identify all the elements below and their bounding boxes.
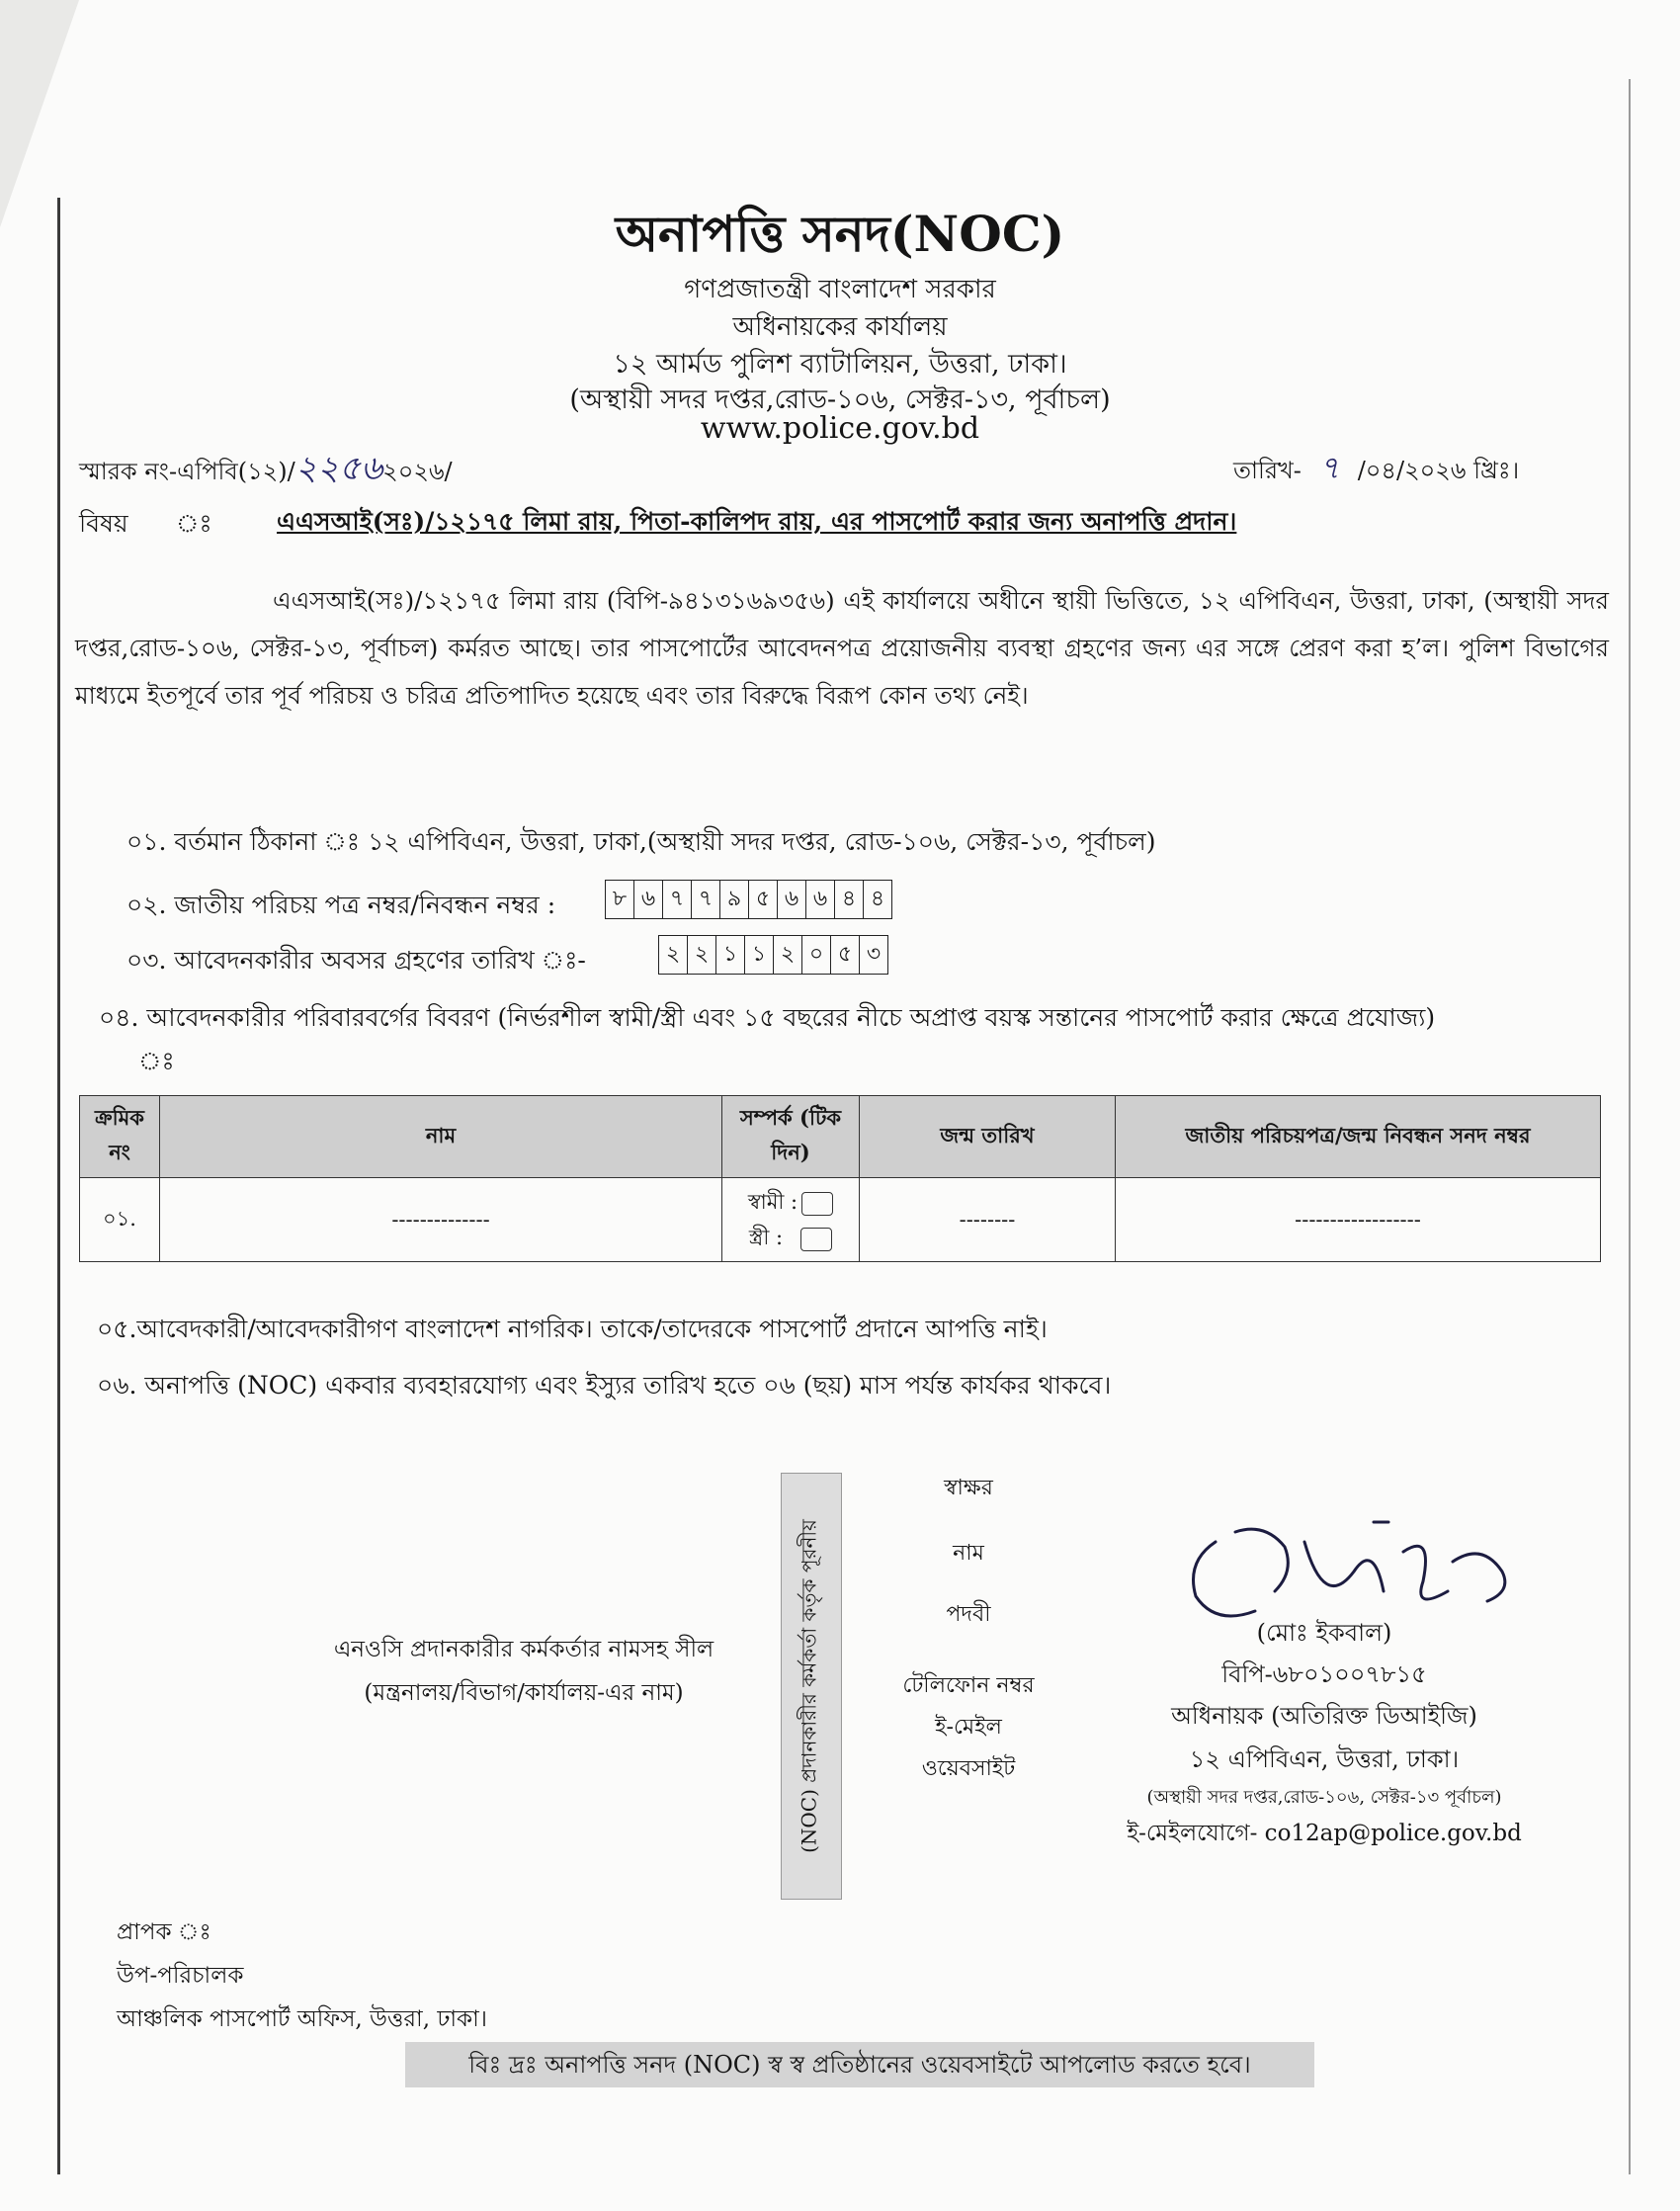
row-nid: ------------------ (1116, 1178, 1601, 1262)
memo-prefix: স্মারক নং-এপিবি(১২)/ (79, 458, 295, 485)
body-paragraph: এএসআই(সঃ)/১২১৭৫ লিমা রায় (বিপি-৯৪১৩১৬৯৩৫৬) এই কার্যালয়ে অধীনে স্থায়ী ভিত্তিতে, ১২ এপিবিএন, উত্তরা, ঢাকা, (অস্থায়ী সদর দপ্তর,রোড-১০৬, সেক্টর-১৩, পূর্বাচল) কর্মরত আছে। তার পাসপোর্টের আবেদনপত্র প্রয়োজনীয় ব্যবস্থা গ্রহণের জন্য এর সঙ্গে প্রেরণ করা হ’ল। পুলিশ বিভাগের মাধ্যমে ইতপূর্বে তার পূর্ব পরিচয় ও চরিত্র প্রতিপাদিত হয়েছে এবং তার বিরুদ্ধে বিরূপ কোন তথ্য নেই। (75, 586, 1609, 710)
table-row (80, 1178, 1601, 1262)
officer-email: ই-মেইলযোগে- co12ap@police.gov.bd (1127, 1821, 1522, 1846)
label-designation: পদবী (946, 1602, 991, 1627)
item-validity: ০৬. অনাপত্তি (NOC) একবার ব্যবহারযোগ্য এবং ইস্যুর তারিখ হতে ০৬ (ছয়) মাস পর্যন্ত কার্যকর থাকবে। (97, 1371, 1112, 1400)
date-rest: /০৪/২০২৬ খ্রিঃ। (1357, 457, 1520, 484)
label-email: ই-মেইল (935, 1715, 1002, 1740)
row-serial: ০১. (80, 1178, 160, 1262)
nid-digit: ৯ (719, 880, 748, 919)
nid-digit: ৬ (633, 880, 662, 919)
officer-designation: অধিনায়ক (অতিরিক্ত ডিআইজি) (1171, 1702, 1477, 1730)
label-name: নাম (953, 1541, 984, 1566)
family-table (79, 1095, 1601, 1262)
col-dob: জন্ম তারিখ (860, 1096, 1116, 1178)
item-citizen: ০৫.আবেদকারী/আবেদকারীগণ বাংলাদেশ নাগরিক। তাকে/তাদেরকে পাসপোর্ট প্রদানে আপত্তি নাই। (97, 1315, 1048, 1343)
folded-corner (0, 0, 79, 227)
recipient-line2: আঞ্চলিক পাসপোর্ট অফিস, উত্তরা, ঢাকা। (117, 2006, 487, 2032)
hq-address: (অস্থায়ী সদর দপ্তর,রোড-১০৬, সেক্টর-১৩, পূর্বাচল) (569, 384, 1111, 415)
nid-digit: ৬ (777, 880, 805, 919)
nid-digit: ৭ (691, 880, 719, 919)
col-relation: সম্পর্ক (টিক দিন) (722, 1096, 860, 1178)
handwritten-signature (1176, 1502, 1532, 1631)
col-nid: জাতীয় পরিচয়পত্র/জন্ম নিবন্ধন সনদ নম্বর (1116, 1096, 1601, 1178)
recipient-label: প্রাপক ঃ (117, 1919, 211, 1945)
issue-date (1233, 443, 1519, 496)
row-name: -------------- (160, 1178, 722, 1262)
page-edge-left (57, 198, 60, 2174)
website-link[interactable]: www.police.gov.bd (700, 411, 980, 446)
label-website: ওয়েবসাইট (921, 1756, 1016, 1781)
item-family-colon: ঃ (138, 1047, 175, 1075)
memo-suffix: ২০২৬/ (382, 458, 453, 485)
officer-name: (মোঃ ইকবাল) (1256, 1619, 1392, 1647)
document-title: অনাপত্তি সনদ(NOC) (615, 205, 1065, 263)
office-name: অধিনায়কের কার্যালয় (732, 312, 948, 342)
vertical-note-box (781, 1473, 842, 1900)
row-dob: -------- (860, 1178, 1116, 1262)
table-header-row (80, 1096, 1601, 1178)
husband-label: স্বামী : (747, 1190, 798, 1214)
govt-name: গণপ্রজাতন্ত্রী বাংলাদেশ সরকার (684, 275, 996, 304)
officer-bp: বিপি-৬৮০১০০৭৮১৫ (1221, 1660, 1427, 1688)
row-relation (722, 1178, 860, 1262)
husband-checkbox[interactable] (801, 1192, 833, 1216)
seal-line-1: এনওসি প্রদানকারীর কর্মকর্তার নামসহ সীল (333, 1637, 714, 1662)
footer-note: বিঃ দ্রঃ অনাপত্তি সনদ (NOC) স্ব স্ব প্রতিষ্ঠানের ওয়েবসাইটে আপলোড করতে হবে। (405, 2042, 1314, 2087)
nid-digit: ৬ (805, 880, 834, 919)
retire-digit: ১ (744, 935, 773, 975)
retire-digit: ২ (658, 935, 687, 975)
item-family-label: ০৪. আবেদনকারীর পরিবারবর্গের বিবরণ (নির্ভরশীল স্বামী/স্ত্রী এবং ১৫ বছরের নীচে অপ্রাপ্ত বয়স্ক সন্তানের পাসপোর্ট করার ক্ষেত্রে প্রযোজ্য) (99, 1003, 1436, 1032)
subject-label: বিষয় (79, 509, 128, 538)
label-signature: স্বাক্ষর (944, 1476, 993, 1500)
item-nid-label: ০২. জাতীয় পরিচয় পত্র নম্বর/নিবন্ধন নম্বর : (126, 891, 556, 919)
date-label: তারিখ- (1233, 457, 1302, 484)
vertical-note-text: (NOC) প্রদানকারীর কর্মকর্তা কর্তৃক পূরনীয় (797, 1519, 821, 1853)
retire-digit: ২ (773, 935, 801, 975)
retire-digit: ৩ (859, 935, 888, 975)
subject-colon: ঃ (176, 509, 212, 538)
retire-date-boxes (658, 935, 888, 975)
officer-hq: (অস্থায়ী সদর দপ্তর,রোড-১০৬, সেক্টর-১৩ পূর্বাচল) (1146, 1787, 1502, 1808)
nid-digit: ৪ (863, 880, 892, 919)
retire-digit: ১ (715, 935, 744, 975)
retire-digit: ০ (801, 935, 830, 975)
item-retire-label: ০৩. আবেদনকারীর অবসর গ্রহণের তারিখ ঃ- (126, 946, 586, 975)
nid-digit: ৭ (662, 880, 691, 919)
label-telephone: টেলিফোন নম্বর (902, 1673, 1035, 1698)
nid-digit: ৪ (834, 880, 863, 919)
wife-label: স্ত্রী : (748, 1226, 784, 1249)
seal-line-2: (মন্ত্রনালয়/বিভাগ/কার্যালয়-এর নাম) (364, 1680, 684, 1706)
nid-digit-boxes (605, 880, 892, 919)
retire-digit: ২ (687, 935, 715, 975)
nid-digit: ৮ (605, 880, 633, 919)
col-serial: ক্রমিক নং (80, 1096, 160, 1178)
memo-handwritten-number: ২২৫৬ (294, 449, 383, 488)
col-name: নাম (160, 1096, 722, 1178)
wife-checkbox[interactable] (800, 1228, 832, 1251)
nid-digit: ৫ (748, 880, 777, 919)
date-handwritten-day: ৭ (1318, 449, 1340, 486)
subject-text: এএসআই(সঃ)/১২১৭৫ লিমা রায়, পিতা-কালিপদ রায়, এর পাসপোর্ট করার জন্য অনাপত্তি প্রদান। (277, 507, 1237, 536)
officer-unit: ১২ এপিবিএন, উত্তরা, ঢাকা। (1189, 1745, 1460, 1773)
memo-number (79, 443, 453, 499)
recipient-line1: উপ-পরিচালক (117, 1963, 244, 1989)
item-address: ০১. বর্তমান ঠিকানা ঃ ১২ এপিবিএন, উত্তরা, ঢাকা,(অস্থায়ী সদর দপ্তর, রোড-১০৬, সেক্টর-১৩, পূর্বাচল) (126, 827, 1156, 856)
battalion-name: ১২ আর্মড পুলিশ ব্যাটালিয়ন, উত্তরা, ঢাকা। (613, 349, 1067, 380)
retire-digit: ৫ (830, 935, 859, 975)
